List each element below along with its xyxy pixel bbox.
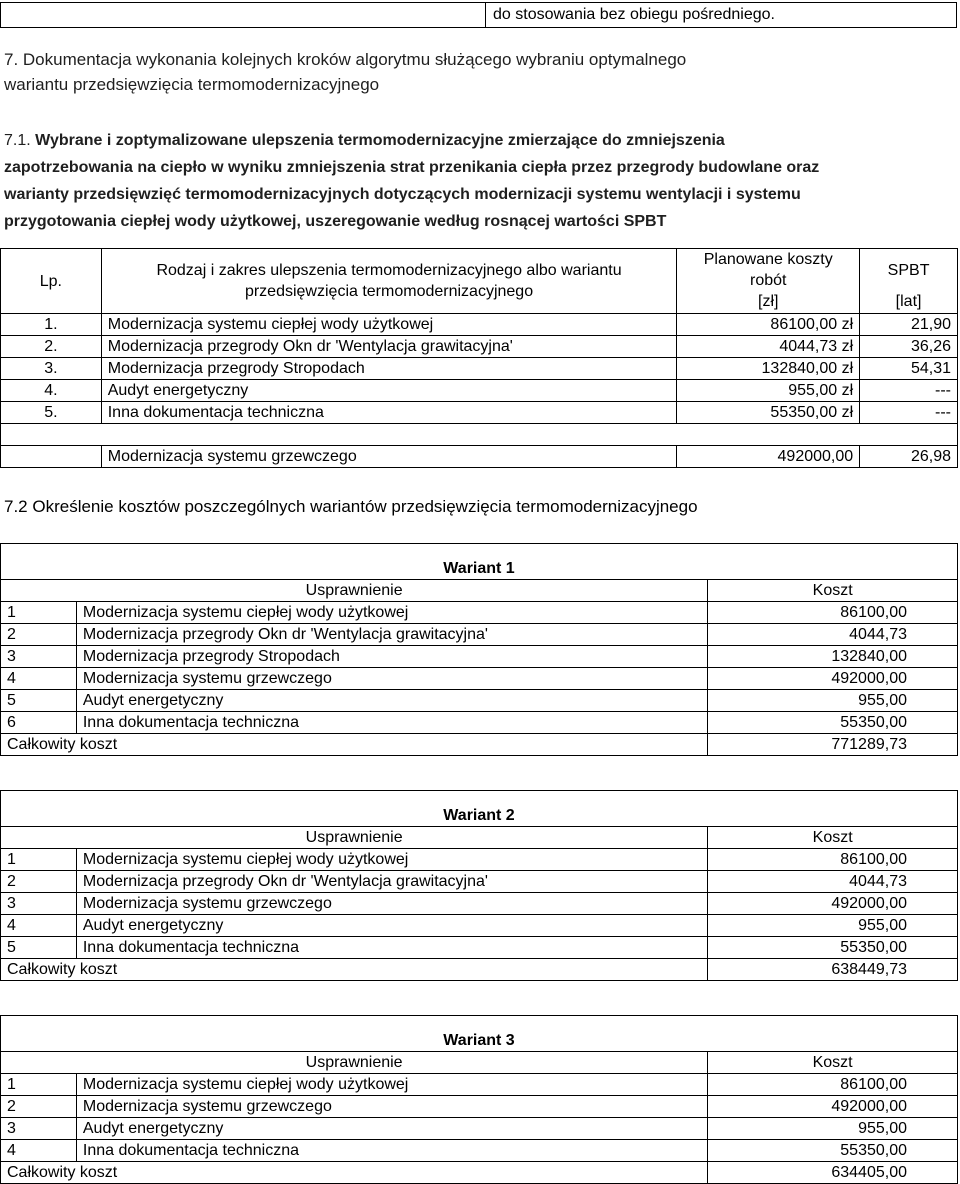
variant-item-cost: 492000,00 [708, 893, 958, 915]
variant-item-row [1, 668, 958, 690]
cell-spbt: --- [860, 402, 958, 424]
variant-item-row [1, 602, 958, 624]
cell-name: Audyt energetyczny [101, 380, 677, 402]
variant-item-number: 6 [1, 712, 77, 734]
variant-item-row [1, 937, 958, 959]
section-71-heading-line3: warianty przedsięwzięć termomodernizacyjnych dotyczących modernizacji systemu wentylacji i systemu [4, 186, 801, 203]
variant-item-number: 4 [1, 1140, 77, 1162]
variant-item-row [1, 1140, 958, 1162]
variant-col-usprawnienie: Usprawnienie [1, 827, 708, 849]
variant-header-row [1, 1052, 958, 1074]
variant-title-row [1, 556, 958, 580]
cell-cost: 4044,73 zł [677, 336, 860, 358]
variant-col-usprawnienie: Usprawnienie [1, 580, 708, 602]
variant-1-table [0, 543, 958, 756]
variant-item-cost: 55350,00 [708, 1140, 958, 1162]
table-row-extra [1, 446, 958, 468]
variant-item-name: Inna dokumentacja techniczna [76, 712, 707, 734]
cell-spbt: 54,31 [860, 358, 958, 380]
variant-item-cost: 132840,00 [708, 646, 958, 668]
table-row [1, 402, 958, 424]
variant-total-row [1, 734, 958, 756]
variant-item-name: Modernizacja systemu ciepłej wody użytkowej [76, 849, 707, 871]
section-71-number: 7.1. [4, 132, 31, 149]
variant-item-name: Modernizacja systemu grzewczego [76, 1096, 707, 1118]
variant-item-name: Modernizacja przegrody Stropodach [76, 646, 707, 668]
extra-row-spbt: 26,98 [860, 446, 958, 468]
cell-name: Modernizacja przegrody Okn dr 'Wentylacja grawitacyjna' [101, 336, 677, 358]
variant-total-label: Całkowity koszt [1, 959, 708, 981]
section-7-heading-line2: wariantu przedsięwzięcia termomodernizacyjnego [4, 75, 380, 94]
cell-name: Inna dokumentacja techniczna [101, 402, 677, 424]
variant-item-name: Modernizacja przegrody Okn dr 'Wentylacja grawitacyjna' [76, 871, 707, 893]
variant-total-label: Całkowity koszt [1, 734, 708, 756]
variant-item-number: 5 [1, 690, 77, 712]
table-row [1, 380, 958, 402]
variant-item-row [1, 624, 958, 646]
variant-total-row [1, 1162, 958, 1184]
variant-title-row [1, 1028, 958, 1052]
section-72-heading: 7.2 Określenie kosztów poszczególnych wariantów przedsięwzięcia termomodernizacyjnego [4, 497, 698, 516]
header-spbt: SPBT [lat] [860, 249, 958, 314]
cell-lp: 2. [1, 336, 102, 358]
variant-item-row [1, 871, 958, 893]
table-row [1, 358, 958, 380]
variant-item-number: 4 [1, 915, 77, 937]
variant-item-name: Modernizacja systemu grzewczego [76, 668, 707, 690]
variant-item-cost: 955,00 [708, 690, 958, 712]
cell-lp: 3. [1, 358, 102, 380]
variant-col-koszt: Koszt [708, 580, 958, 602]
variant-item-number: 1 [1, 1074, 77, 1096]
variant-item-row [1, 712, 958, 734]
section-7-heading-line1: 7. Dokumentacja wykonania kolejnych kroków algorytmu służącego wybraniu optymalnego [4, 50, 687, 69]
variant-item-row [1, 1074, 958, 1096]
variant-item-number: 3 [1, 893, 77, 915]
variant-item-cost: 86100,00 [708, 849, 958, 871]
variant-item-row [1, 915, 958, 937]
variant-item-row [1, 646, 958, 668]
cell-spbt: 36,26 [860, 336, 958, 358]
variant-item-cost: 492000,00 [708, 1096, 958, 1118]
variant-item-name: Modernizacja systemu ciepłej wody użytkowej [76, 602, 707, 624]
variant-item-row [1, 849, 958, 871]
variant-item-cost: 86100,00 [708, 602, 958, 624]
variant-title: Wariant 3 [1, 1028, 958, 1052]
cell-name: Modernizacja systemu ciepłej wody użytkowej [101, 314, 677, 336]
cell-spbt: 21,90 [860, 314, 958, 336]
variant-header-row [1, 580, 958, 602]
variant-total-value: 771289,73 [708, 734, 958, 756]
variant-item-number: 1 [1, 849, 77, 871]
variant-item-name: Audyt energetyczny [76, 915, 707, 937]
variant-item-cost: 955,00 [708, 915, 958, 937]
variant-header-row [1, 827, 958, 849]
cell-spbt: --- [860, 380, 958, 402]
variant-col-usprawnienie: Usprawnienie [1, 1052, 708, 1074]
variant-item-cost: 955,00 [708, 1118, 958, 1140]
variant-total-value: 634405,00 [708, 1162, 958, 1184]
variant-col-koszt: Koszt [708, 827, 958, 849]
section-71-heading-line4: przygotowania ciepłej wody użytkowej, uszeregowanie według rosnącej wartości SPBT [4, 213, 667, 230]
variant-3-table [0, 1015, 958, 1184]
variant-item-number: 1 [1, 602, 77, 624]
section-71-heading [4, 127, 954, 235]
top-note-divider [485, 3, 486, 27]
variant-item-row [1, 1118, 958, 1140]
section-7-heading [4, 47, 944, 97]
variant-total-label: Całkowity koszt [1, 1162, 708, 1184]
variant-item-row [1, 893, 958, 915]
variant-item-name: Inna dokumentacja techniczna [76, 1140, 707, 1162]
cell-cost: 86100,00 zł [677, 314, 860, 336]
improvements-table [0, 248, 958, 468]
table-row [1, 336, 958, 358]
variant-item-cost: 86100,00 [708, 1074, 958, 1096]
variant-spacer-row [1, 1016, 958, 1029]
variant-item-name: Modernizacja przegrody Okn dr 'Wentylacja grawitacyjna' [76, 624, 707, 646]
cell-cost: 955,00 zł [677, 380, 860, 402]
variant-item-row [1, 690, 958, 712]
cell-cost: 55350,00 zł [677, 402, 860, 424]
variant-title: Wariant 2 [1, 803, 958, 827]
variant-item-number: 4 [1, 668, 77, 690]
variant-item-number: 5 [1, 937, 77, 959]
variant-2-table [0, 790, 958, 981]
section-71-heading-line1 [4, 127, 954, 154]
variant-item-cost: 55350,00 [708, 712, 958, 734]
variant-item-cost: 4044,73 [708, 871, 958, 893]
cell-cost: 132840,00 zł [677, 358, 860, 380]
variant-total-value: 638449,73 [708, 959, 958, 981]
table-row [1, 314, 958, 336]
extra-row-cost: 492000,00 [677, 446, 860, 468]
variant-item-cost: 492000,00 [708, 668, 958, 690]
extra-row-name: Modernizacja systemu grzewczego [101, 446, 677, 468]
variant-total-row [1, 959, 958, 981]
variant-item-number: 2 [1, 871, 77, 893]
header-rodzaj: Rodzaj i zakres ulepszenia termomodernizacyjnego albo wariantu przedsięwzięcia termomodernizacyjnego [101, 249, 677, 314]
header-lp: Lp. [1, 249, 102, 314]
variant-item-cost: 4044,73 [708, 624, 958, 646]
section-71-heading-line2: zapotrzebowania na ciepło w wyniku zmniejszenia strat przenikania ciepła przez przegrody budowlane oraz [4, 159, 820, 176]
variant-item-name: Modernizacja systemu ciepłej wody użytkowej [76, 1074, 707, 1096]
cell-lp: 1. [1, 314, 102, 336]
cell-lp: 5. [1, 402, 102, 424]
variant-spacer-row [1, 791, 958, 804]
variant-item-name: Inna dokumentacja techniczna [76, 937, 707, 959]
header-koszty: Planowane koszty robót [zł] [677, 249, 860, 314]
top-note-box [0, 2, 957, 28]
variant-item-number: 3 [1, 646, 77, 668]
empty-row [1, 424, 958, 446]
section-71-line1-text: Wybrane i zoptymalizowane ulepszenia termomodernizacyjne zmierzające do zmniejszenia [30, 132, 725, 149]
variant-item-number: 2 [1, 1096, 77, 1118]
variant-item-number: 3 [1, 1118, 77, 1140]
variant-title: Wariant 1 [1, 556, 958, 580]
variant-item-name: Audyt energetyczny [76, 1118, 707, 1140]
variant-item-number: 2 [1, 624, 77, 646]
variant-col-koszt: Koszt [708, 1052, 958, 1074]
top-note-text: do stosowania bez obiegu pośredniego. [493, 6, 775, 23]
cell-lp: 4. [1, 380, 102, 402]
variant-title-row [1, 803, 958, 827]
variant-spacer-row [1, 544, 958, 557]
variant-item-row [1, 1096, 958, 1118]
variant-item-name: Audyt energetyczny [76, 690, 707, 712]
variant-item-cost: 55350,00 [708, 937, 958, 959]
improvements-table-header [1, 249, 958, 314]
variant-item-name: Modernizacja systemu grzewczego [76, 893, 707, 915]
cell-name: Modernizacja przegrody Stropodach [101, 358, 677, 380]
